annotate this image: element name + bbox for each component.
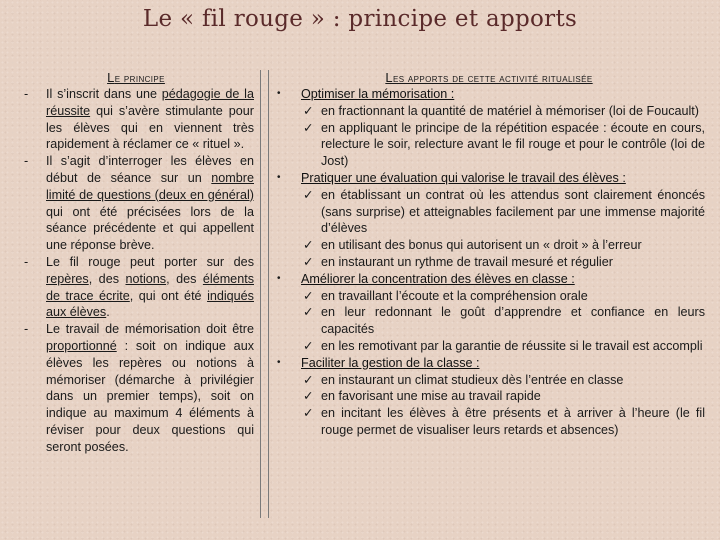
benefit-item xyxy=(301,103,705,120)
underlined-text: nombre limité de questions (deux en général) xyxy=(46,170,254,202)
benefit-item xyxy=(301,237,705,254)
benefit-item-text: en incitant les élèves à être présents et à arriver à l’heure (le fil rouge permet de visualiser leurs retards et absences) xyxy=(321,406,705,437)
item-text: qui s’avère stimulante pour les élèves qui en viennent très rapidement à réclamer ce « rituel ». xyxy=(46,103,254,152)
principle-item xyxy=(18,86,254,153)
benefit-item xyxy=(301,372,705,389)
benefits-list xyxy=(273,86,705,439)
dash-marker: - xyxy=(24,322,29,337)
check-icon: ✓ xyxy=(303,254,314,269)
bullet-marker: • xyxy=(277,356,281,368)
principle-heading: Le principe xyxy=(107,70,165,85)
benefits-heading: Les apports de cette activité ritualisée xyxy=(385,70,593,85)
principle-item xyxy=(18,321,254,455)
benefit-item-text: en instaurant un climat studieux dès l’entrée en classe xyxy=(321,372,624,387)
item-text: qui ont été précisées lors de la séance précédente et qui appellent une réponse brève. xyxy=(46,204,254,253)
bullet-marker: • xyxy=(277,88,281,99)
check-icon: ✓ xyxy=(303,305,314,320)
benefit-item xyxy=(301,187,705,237)
benefit-section xyxy=(273,170,705,271)
principle-item xyxy=(18,153,254,254)
underlined-text: notions xyxy=(125,271,167,286)
benefit-item-text: en travaillant l’écoute et la compréhension orale xyxy=(321,288,588,303)
check-icon: ✓ xyxy=(303,187,314,202)
check-icon: ✓ xyxy=(303,389,314,404)
underlined-text: indiqués aux élèves xyxy=(46,288,254,320)
benefit-title: Pratiquer une évaluation qui valorise le travail des élèves : xyxy=(301,170,626,185)
item-text: : soit on indique aux élèves les repères ou notions à mémoriser (démarche à privilégier dans un premier temps), soit on indique au maximum 4 éléments à réviser pour deux questions qui seront posées. xyxy=(46,338,254,454)
benefit-item-text: en établissant un contrat où les attendus sont clairement énoncés (sans surprise) et atteignables facilement par une immense majorité d’élèves xyxy=(321,187,705,236)
benefit-title: Améliorer la concentration des élèves en classe : xyxy=(301,271,575,286)
item-text: , qui ont été xyxy=(129,288,208,303)
underlined-text: repères xyxy=(46,271,89,286)
benefit-item xyxy=(301,254,705,271)
underlined-text: pédagogie de la réussite xyxy=(46,87,254,118)
benefit-section xyxy=(273,86,705,170)
dash-marker: - xyxy=(24,87,29,101)
principle-column xyxy=(18,70,261,518)
underlined-text: éléments de trace écrite xyxy=(46,271,254,303)
benefit-item-text: en fractionnant la quantité de matériel à mémoriser (loi de Foucault) xyxy=(321,103,700,118)
bullet-marker: • xyxy=(277,272,281,284)
item-text: Il s’agit d’interroger les élèves en début de séance sur un xyxy=(46,154,254,185)
item-text: , des xyxy=(88,271,126,286)
item-text: Le travail de mémorisation doit être xyxy=(46,322,254,337)
slide-title: Le « fil rouge » : principe et apports xyxy=(142,6,578,32)
check-icon: ✓ xyxy=(303,120,314,135)
benefit-item xyxy=(301,338,705,355)
item-text: Il s’inscrit dans une xyxy=(46,87,162,101)
check-icon: ✓ xyxy=(303,406,314,421)
check-icon: ✓ xyxy=(303,238,314,253)
principle-item xyxy=(18,254,254,321)
dash-marker: - xyxy=(24,254,29,269)
benefit-item-text: en instaurant un rythme de travail mesuré et régulier xyxy=(321,254,613,269)
benefit-item-text: en les remotivant par la garantie de réussite si le travail est accompli xyxy=(321,338,703,353)
benefit-item xyxy=(301,288,705,305)
check-icon: ✓ xyxy=(303,103,314,118)
benefit-item xyxy=(301,405,705,439)
dash-marker: - xyxy=(24,154,29,169)
benefit-title: Faciliter la gestion de la classe : xyxy=(301,355,480,370)
benefit-section xyxy=(273,355,705,439)
item-text: Le fil rouge peut porter sur des xyxy=(46,254,254,269)
benefit-title: Optimiser la mémorisation : xyxy=(301,87,455,101)
check-icon: ✓ xyxy=(303,372,314,387)
benefit-item-text: en leur redonnant le goût d’apprendre et confiance en leurs capacités xyxy=(321,305,705,337)
check-icon: ✓ xyxy=(303,288,314,303)
principle-list xyxy=(18,86,254,456)
benefit-item xyxy=(301,120,705,170)
benefits-column xyxy=(268,70,705,518)
bullet-marker: • xyxy=(277,171,281,183)
benefit-section xyxy=(273,271,705,355)
underlined-text: proportionné xyxy=(46,338,117,353)
benefit-item-text: en appliquant le principe de la répétition espacée : écoute en cours, relecture le soir, relecture avant le fil rouge et pour le contrôle (loi de Jost) xyxy=(321,120,705,169)
benefit-item-text: en utilisant des bonus qui autorisent un « droit » à l’erreur xyxy=(321,238,642,253)
benefit-item-text: en favorisant une mise au travail rapide xyxy=(321,389,541,404)
check-icon: ✓ xyxy=(303,338,314,353)
benefit-item xyxy=(301,304,705,338)
item-text: , des xyxy=(166,271,203,286)
item-text: . xyxy=(106,305,110,320)
benefit-item xyxy=(301,388,705,405)
